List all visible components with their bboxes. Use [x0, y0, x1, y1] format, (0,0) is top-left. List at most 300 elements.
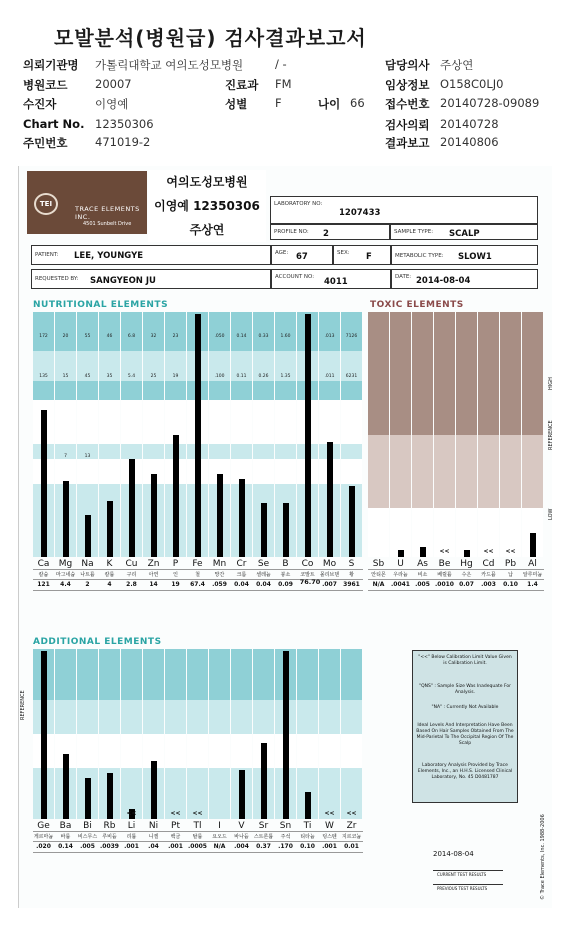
- element-korean-name: 크롬: [236, 572, 247, 578]
- tick-label: 5.4: [127, 374, 136, 379]
- range-band: [121, 312, 142, 351]
- element-value: N/A: [372, 581, 385, 588]
- row-separator: [368, 579, 544, 580]
- range-band: [368, 435, 389, 509]
- element-value: 2.8: [126, 581, 137, 588]
- element-korean-name: 코발트: [300, 572, 315, 578]
- element-korean-name: 칼슘: [38, 572, 49, 578]
- tick-label: .013: [324, 334, 335, 339]
- tick-label: 0.26: [258, 374, 269, 379]
- header-label: 나이: [318, 97, 341, 111]
- element-value: 3961: [343, 581, 360, 588]
- element-symbol: P: [172, 559, 179, 569]
- header-value: 가톨릭대학교 여의도성모병원: [95, 58, 244, 72]
- element-value: N/A: [213, 843, 226, 850]
- range-band: [231, 649, 252, 700]
- legend-qns: "QNS" : Sample Size Was Inadequate For Analysis.: [419, 684, 511, 695]
- element-column: [500, 312, 521, 557]
- header-label: 의뢰기관명: [23, 58, 79, 72]
- tick-label: .011: [324, 374, 335, 379]
- range-band: [253, 700, 274, 734]
- sample-type-value: SCALP: [449, 229, 480, 239]
- level-bar: [530, 533, 536, 558]
- tick-label: 35: [106, 374, 113, 379]
- side-high-label: HIGH: [548, 377, 554, 390]
- header-label: 주민번호: [23, 136, 68, 150]
- level-bar: [327, 442, 333, 557]
- element-column: [121, 312, 142, 557]
- sample-type-label: SAMPLE TYPE:: [394, 229, 434, 235]
- header-value: 471019-2: [95, 135, 151, 149]
- footer-date: 2014-08-04: [433, 850, 474, 858]
- age-label: AGE:: [275, 250, 289, 256]
- element-column: [231, 312, 252, 557]
- element-korean-name: 바나듐: [234, 834, 249, 840]
- sex-label: SEX:: [337, 250, 350, 256]
- tick-label: 6.8: [127, 334, 136, 339]
- range-band: [368, 312, 389, 435]
- range-band: [412, 435, 433, 509]
- row-separator: [33, 569, 363, 570]
- element-korean-name: 알루미늄: [522, 572, 543, 578]
- range-band: [77, 459, 98, 484]
- element-value: .0010: [435, 581, 454, 588]
- element-value: 0.10: [300, 843, 315, 850]
- range-band: [275, 400, 296, 444]
- hospital-stamp: [148, 170, 266, 242]
- element-symbol: Ni: [148, 821, 159, 831]
- element-korean-name: 주석: [280, 834, 291, 840]
- element-column: [209, 312, 230, 557]
- range-band: [478, 312, 499, 435]
- element-symbol: Mg: [58, 559, 73, 569]
- element-korean-name: 바륨: [60, 834, 71, 840]
- range-band: [143, 312, 164, 351]
- range-band: [500, 435, 521, 509]
- nutritional-title: NUTRITIONAL ELEMENTS: [33, 300, 169, 310]
- range-band: [99, 312, 120, 351]
- range-band: [368, 508, 389, 557]
- element-korean-name: 요오드: [212, 834, 227, 840]
- element-column: [319, 649, 340, 819]
- range-band: [121, 381, 142, 401]
- level-bar: [63, 754, 69, 819]
- element-korean-name: 텅스텐: [322, 834, 337, 840]
- level-bar: [107, 773, 113, 819]
- header-value: 20140728-09089: [440, 96, 540, 110]
- range-band: [165, 734, 186, 768]
- patient-value: LEE, YOUNGYE: [74, 251, 144, 261]
- profile-no-value: 2: [323, 229, 329, 239]
- element-symbol: Cu: [125, 559, 138, 569]
- row-separator: [33, 852, 363, 853]
- element-value: .0041: [391, 581, 410, 588]
- level-bar: [398, 550, 404, 557]
- date-label: DATE:: [395, 274, 412, 280]
- element-column: [368, 312, 389, 557]
- toxic-chart: [368, 312, 544, 557]
- element-symbol: Na: [81, 559, 94, 569]
- range-band: [99, 649, 120, 700]
- logo-emblem: TEI: [34, 193, 58, 215]
- range-band: [99, 700, 120, 734]
- level-bar: [85, 515, 91, 557]
- element-column: [253, 312, 274, 557]
- additional-title: ADDITIONAL ELEMENTS: [33, 637, 162, 647]
- range-band: [99, 400, 120, 444]
- tick-label: 1.60: [280, 334, 291, 339]
- element-symbol: Ge: [37, 821, 50, 831]
- metabolic-value: SLOW1: [458, 252, 492, 262]
- level-bar: [261, 503, 267, 557]
- element-korean-name: 니켈: [148, 834, 159, 840]
- range-band: [99, 444, 120, 459]
- range-band: [434, 435, 455, 509]
- tick-label: 6231: [345, 374, 358, 379]
- element-symbol: K: [106, 559, 113, 569]
- range-band: [77, 400, 98, 444]
- header-value: 12350306: [95, 117, 154, 131]
- range-band: [253, 444, 274, 459]
- element-value: 1.4: [527, 581, 538, 588]
- element-value: .001: [322, 843, 337, 850]
- tick-label: 46: [106, 334, 113, 339]
- tick-label: .100: [214, 374, 225, 379]
- header-label: 담당의사: [385, 58, 430, 72]
- element-korean-name: 인: [173, 572, 178, 578]
- range-band: [319, 649, 340, 700]
- element-value: 0.04: [256, 581, 271, 588]
- range-band: [341, 734, 362, 768]
- range-band: [319, 700, 340, 734]
- element-column: [99, 649, 120, 819]
- element-symbol: I: [218, 821, 221, 831]
- current-line: [433, 870, 503, 871]
- date-value: 2014-08-04: [416, 276, 471, 286]
- range-band: [275, 444, 296, 459]
- toxic-title: TOXIC ELEMENTS: [370, 300, 464, 310]
- element-value: .059: [212, 581, 227, 588]
- range-band: [253, 649, 274, 700]
- element-symbol: B: [282, 559, 289, 569]
- element-value: 0.10: [503, 581, 518, 588]
- element-symbol: Ba: [59, 821, 72, 831]
- patient-box: [31, 245, 271, 265]
- element-column: [187, 649, 208, 819]
- element-korean-name: 철: [195, 572, 200, 578]
- element-column: [209, 649, 230, 819]
- tick-label: 25: [150, 374, 157, 379]
- element-column: [55, 649, 76, 819]
- range-band: [121, 734, 142, 768]
- element-column: [33, 312, 54, 557]
- range-band: [187, 649, 208, 700]
- element-korean-name: 망간: [214, 572, 225, 578]
- date-box: [391, 269, 538, 289]
- level-bar: [151, 474, 157, 557]
- level-bar: [305, 792, 311, 819]
- below-limit-marker: <<: [505, 548, 516, 555]
- element-value: 19: [171, 581, 180, 588]
- element-value: .0039: [100, 843, 119, 850]
- range-band: [275, 459, 296, 484]
- element-value: 0.01: [344, 843, 359, 850]
- element-symbol: Sb: [372, 559, 385, 569]
- range-band: [275, 312, 296, 351]
- element-column: [253, 649, 274, 819]
- element-column: [99, 312, 120, 557]
- header-label: 접수번호: [385, 97, 430, 111]
- tick-label: 15: [62, 374, 69, 379]
- element-symbol: Mn: [212, 559, 227, 569]
- range-band: [55, 700, 76, 734]
- element-column: [121, 649, 142, 819]
- element-korean-name: 붕소: [280, 572, 291, 578]
- range-band: [143, 700, 164, 734]
- range-band: [55, 400, 76, 444]
- level-bar: [349, 486, 355, 557]
- element-symbol: Hg: [460, 559, 473, 569]
- account-value: 4011: [324, 277, 348, 287]
- header-label: 수진자: [23, 97, 57, 111]
- element-value: 0.07: [459, 581, 474, 588]
- element-korean-name: 티타늄: [300, 834, 315, 840]
- sample-type-box: [390, 224, 538, 240]
- element-symbol: Zr: [346, 821, 357, 831]
- level-bar: [283, 503, 289, 557]
- level-bar: [63, 481, 69, 557]
- range-band: [165, 312, 186, 351]
- element-value: .04: [148, 843, 159, 850]
- range-band: [390, 435, 411, 509]
- profile-no-box: [270, 224, 390, 240]
- range-band: [522, 435, 543, 509]
- range-band: [412, 312, 433, 435]
- range-band: [209, 444, 230, 459]
- range-band: [253, 400, 274, 444]
- element-column: [522, 312, 543, 557]
- header-value: / -: [275, 57, 287, 71]
- range-band: [121, 400, 142, 444]
- level-bar: [41, 410, 47, 557]
- tick-label: 19: [172, 374, 179, 379]
- range-band: [500, 312, 521, 435]
- side-low-label: LOW: [548, 508, 554, 520]
- below-limit-marker: <<: [439, 548, 450, 555]
- lab-no-value: 1207433: [339, 208, 381, 218]
- patient-label: PATIENT:: [35, 252, 59, 258]
- legend-lab: Laboratory Analysis Provided by Trace Elements, Inc., an H.H.S. Licensed Clinical Laboratory, No. 45 D0481787: [417, 763, 513, 780]
- metabolic-box: [391, 245, 538, 265]
- requested-box: [31, 269, 271, 289]
- element-value: 0.14: [58, 843, 73, 850]
- header-value: 20140806: [440, 135, 499, 149]
- header-label: 병원코드: [23, 78, 68, 92]
- legend-calibration: "<<" Below Calibration Limit Value Given is Calibration Limit.: [418, 655, 512, 666]
- element-symbol: Sr: [258, 821, 269, 831]
- range-band: [187, 700, 208, 734]
- logo-brand: TRACE ELEMENTS INC.: [75, 205, 140, 221]
- element-symbol: U: [397, 559, 404, 569]
- element-column: [297, 312, 318, 557]
- element-symbol: Tl: [193, 821, 202, 831]
- level-bar: [85, 778, 91, 819]
- range-band: [33, 381, 54, 401]
- element-value: .020: [36, 843, 51, 850]
- tick-label: 0.14: [236, 334, 247, 339]
- range-band: [77, 700, 98, 734]
- header-label: 임상정보: [385, 78, 430, 92]
- range-band: [297, 700, 318, 734]
- tick-label: 0.33: [258, 334, 269, 339]
- range-band: [341, 444, 362, 459]
- element-column: [275, 649, 296, 819]
- range-band: [209, 734, 230, 768]
- element-column: [456, 312, 477, 557]
- range-band: [33, 312, 54, 351]
- element-korean-name: 셀레늄: [256, 572, 271, 578]
- range-band: [297, 649, 318, 700]
- range-band: [231, 734, 252, 768]
- tick-label: 13: [84, 454, 91, 459]
- range-band: [209, 312, 230, 351]
- previous-line: [433, 884, 503, 885]
- element-korean-name: 게르마늄: [33, 834, 54, 840]
- row-separator: [33, 831, 363, 832]
- header-value: 이영예: [95, 97, 129, 111]
- element-column: [412, 312, 433, 557]
- element-symbol: S: [348, 559, 355, 569]
- row-separator: [33, 841, 363, 842]
- row-separator: [33, 590, 363, 591]
- level-bar: [464, 550, 470, 557]
- logo-address: 4501 Sunbelt Drive: [83, 221, 132, 227]
- range-band: [209, 700, 230, 734]
- account-box: [271, 269, 391, 289]
- element-value: .003: [481, 581, 496, 588]
- element-value: 121: [37, 581, 50, 588]
- element-column: [341, 649, 362, 819]
- element-korean-name: 몰리브덴: [319, 572, 340, 578]
- range-band: [121, 649, 142, 700]
- element-column: [143, 649, 164, 819]
- range-band: [231, 312, 252, 351]
- range-band: [55, 312, 76, 351]
- level-bar: [173, 435, 179, 558]
- element-korean-name: 탈륨: [192, 834, 203, 840]
- level-bar: [305, 314, 311, 557]
- level-bar: [41, 651, 47, 819]
- level-bar: [107, 501, 113, 557]
- tick-label: 20: [62, 334, 69, 339]
- element-symbol: Se: [257, 559, 270, 569]
- range-band: [231, 700, 252, 734]
- range-band: [319, 381, 340, 401]
- element-korean-name: 황: [349, 572, 354, 578]
- element-symbol: Ca: [37, 559, 50, 569]
- tick-label: 0.11: [236, 374, 247, 379]
- tick-label: 32: [150, 334, 157, 339]
- element-value: .005: [80, 843, 95, 850]
- tick-label: 55: [84, 334, 91, 339]
- header-value: 20140728: [440, 117, 499, 131]
- report-title: 모발분석(병원급) 검사결과보고서: [54, 26, 367, 50]
- element-symbol: Be: [438, 559, 451, 569]
- below-limit-marker: <<: [483, 548, 494, 555]
- range-band: [99, 459, 120, 484]
- footer-current: CURRENT TEST RESULTS: [437, 872, 487, 877]
- element-symbol: Pb: [504, 559, 517, 569]
- element-value: 4: [107, 581, 112, 588]
- range-band: [55, 649, 76, 700]
- range-band: [77, 649, 98, 700]
- element-column: [434, 312, 455, 557]
- range-band: [456, 312, 477, 435]
- element-column: [143, 312, 164, 557]
- element-symbol: Co: [301, 559, 314, 569]
- range-band: [231, 381, 252, 401]
- range-band: [341, 381, 362, 401]
- range-band: [253, 312, 274, 351]
- level-bar: [239, 479, 245, 557]
- element-symbol: Ti: [303, 821, 312, 831]
- range-band: [231, 444, 252, 459]
- range-band: [341, 400, 362, 444]
- range-band: [77, 734, 98, 768]
- stamp-doctor: 주상연: [189, 223, 225, 237]
- element-korean-name: 아연: [148, 572, 159, 578]
- element-value: .004: [234, 843, 249, 850]
- element-korean-name: 수은: [461, 572, 472, 578]
- range-band: [143, 381, 164, 401]
- element-value: .170: [278, 843, 293, 850]
- range-band: [341, 649, 362, 700]
- element-value: .001: [168, 843, 183, 850]
- range-band: [253, 381, 274, 401]
- element-column: [319, 312, 340, 557]
- header-label: 검사의뢰: [385, 118, 430, 132]
- range-band: [55, 459, 76, 484]
- element-symbol: Cd: [482, 559, 495, 569]
- header-value: FM: [275, 77, 292, 91]
- range-band: [187, 734, 208, 768]
- level-bar: [195, 314, 201, 557]
- element-column: [231, 649, 252, 819]
- element-column: [77, 649, 98, 819]
- element-column: [33, 649, 54, 819]
- element-column: [390, 312, 411, 557]
- element-korean-name: 비스무스: [77, 834, 98, 840]
- range-band: [522, 312, 543, 435]
- additional-chart: [33, 649, 363, 819]
- requested-label: REQUESTED BY:: [35, 276, 79, 282]
- age-value: 67: [296, 252, 308, 262]
- trace-elements-logo: [27, 171, 147, 234]
- tick-label: 45: [84, 374, 91, 379]
- range-band: [209, 400, 230, 444]
- header-label: Chart No.: [23, 117, 85, 131]
- stamp-patient: 이영예 12350306: [154, 199, 260, 213]
- legend-na: "NA" : Currently Not Available: [431, 705, 499, 710]
- range-band: [99, 381, 120, 401]
- range-band: [253, 459, 274, 484]
- tick-label: 135: [39, 374, 48, 379]
- element-symbol: Fe: [192, 559, 203, 569]
- element-value: 0.09: [278, 581, 293, 588]
- element-korean-name: 나트륨: [80, 572, 95, 578]
- element-symbol: Rb: [103, 821, 116, 831]
- element-value: 67.4: [190, 581, 205, 588]
